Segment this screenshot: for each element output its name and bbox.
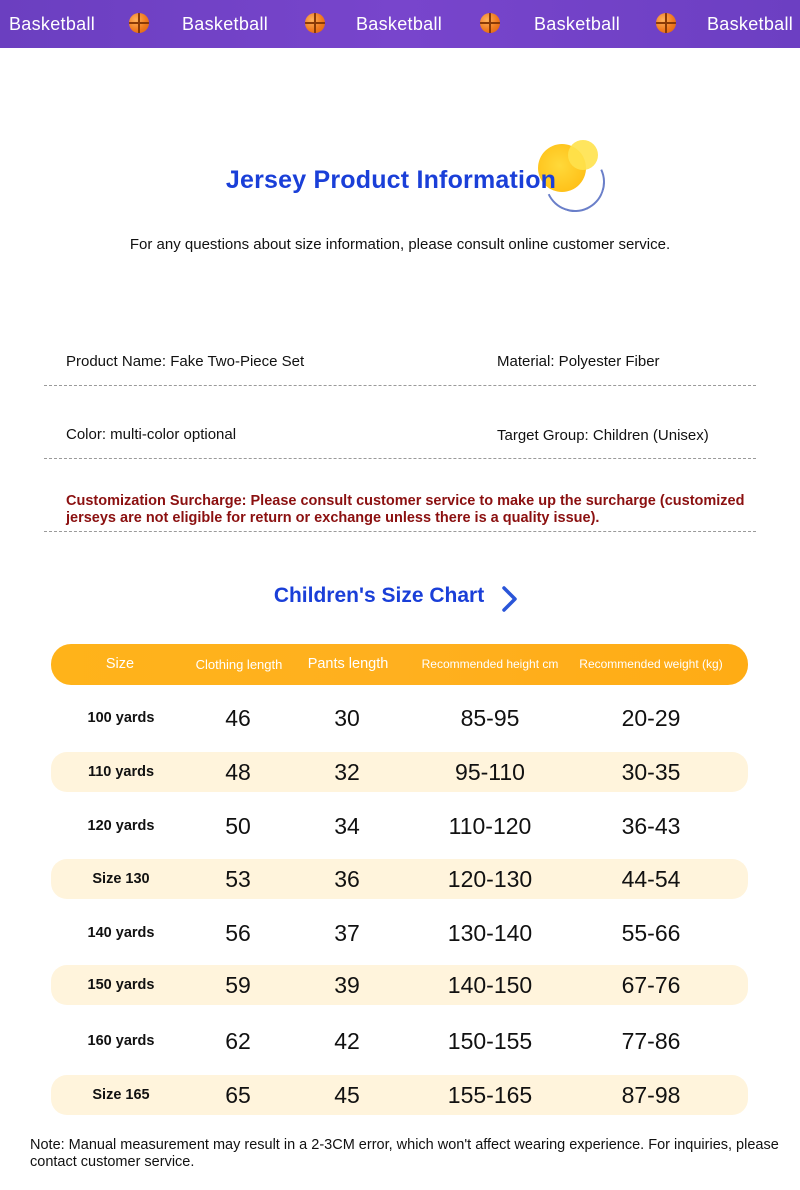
measurement-note: Note: Manual measurement may result in a 2-3CM error, which won't affect wearing experience. For inquiries, please contact customer service.: [30, 1137, 779, 1170]
pants-length-cell: 39: [334, 972, 360, 998]
table-row: [51, 1021, 748, 1061]
color-info: Color: multi-color optional: [66, 426, 237, 443]
column-header-size: Size: [105, 656, 135, 672]
size-cell: Size 165: [92, 1087, 150, 1103]
column-header-recommended-height: Recommended height cm: [421, 657, 559, 671]
table-row: [51, 752, 748, 792]
weight-cell: 87-98: [621, 1082, 681, 1108]
clothing-length-cell: 59: [225, 972, 251, 998]
size-table-header: [51, 644, 748, 685]
size-chart-heading: Children's Size Chart: [273, 584, 485, 607]
table-row: [51, 859, 748, 899]
banner-label: Basketball: [356, 13, 443, 34]
page-title: Jersey Product Information: [225, 166, 557, 194]
clothing-length-cell: 50: [225, 813, 251, 839]
size-cell: 110 yards: [87, 764, 155, 780]
divider: [44, 385, 756, 386]
product-name: Product Name: Fake Two-Piece Set: [66, 353, 305, 370]
size-cell: 160 yards: [87, 1033, 155, 1049]
table-row: [51, 965, 748, 1005]
height-cell: 150-155: [447, 1028, 533, 1054]
weight-cell: 36-43: [621, 813, 681, 839]
weight-cell: 67-76: [621, 972, 681, 998]
height-cell: 85-95: [460, 705, 520, 731]
size-cell: 120 yards: [87, 818, 155, 834]
basketball-icon: [129, 13, 149, 33]
basketball-icon: [305, 13, 325, 33]
table-row: [51, 913, 748, 953]
size-cell: Size 130: [92, 871, 150, 887]
height-cell: 110-120: [448, 813, 532, 839]
size-cell: 140 yards: [87, 925, 155, 941]
weight-cell: 55-66: [621, 920, 681, 946]
weight-cell: 77-86: [621, 1028, 681, 1054]
weight-cell: 20-29: [621, 705, 681, 731]
weight-cell: 30-35: [621, 759, 681, 785]
basketball-icon: [656, 13, 676, 33]
divider: [44, 458, 756, 459]
divider: [44, 531, 756, 532]
title-section: [0, 130, 800, 230]
banner-label: Basketball: [9, 13, 96, 34]
column-header-recommended-weight: Recommended weight (kg): [579, 657, 723, 671]
table-row: [51, 806, 748, 846]
surcharge-notice: Customization Surcharge: Please consult customer service to make up the surcharge (customized jerseys are not eligible for return or exchange unless there is a quality issue).: [66, 493, 745, 526]
top-banner: [0, 0, 800, 48]
clothing-length-cell: 62: [225, 1028, 251, 1054]
column-header-clothing-length: Clothing length: [195, 657, 283, 672]
height-cell: 140-150: [447, 972, 533, 998]
banner-label: Basketball: [182, 13, 269, 34]
height-cell: 130-140: [447, 920, 533, 946]
material: Material: Polyester Fiber: [497, 353, 660, 370]
height-cell: 95-110: [455, 759, 525, 785]
pants-length-cell: 32: [334, 759, 360, 785]
target-group: Target Group: Children (Unisex): [497, 427, 709, 444]
clothing-length-cell: 46: [225, 705, 251, 731]
table-row: [51, 1075, 748, 1115]
pants-length-cell: 42: [334, 1028, 360, 1054]
banner-label: Basketball: [534, 13, 621, 34]
height-cell: 120-130: [447, 866, 533, 892]
table-row: [51, 698, 748, 738]
clothing-length-cell: 48: [225, 759, 251, 785]
chevron-right-icon: [498, 585, 522, 613]
height-cell: 155-165: [447, 1082, 533, 1108]
clothing-length-cell: 56: [225, 920, 251, 946]
column-header-pants-length: Pants length: [307, 656, 389, 672]
pants-length-cell: 30: [334, 705, 360, 731]
pants-length-cell: 36: [334, 866, 360, 892]
pants-length-cell: 34: [334, 813, 360, 839]
pants-length-cell: 37: [334, 920, 360, 946]
clothing-length-cell: 65: [225, 1082, 251, 1108]
size-cell: 100 yards: [87, 710, 155, 726]
banner-label: Basketball: [707, 13, 794, 34]
pants-length-cell: 45: [334, 1082, 360, 1108]
weight-cell: 44-54: [621, 866, 681, 892]
page-subtitle: For any questions about size information, please consult online customer service.: [129, 236, 671, 253]
basketball-icon: [480, 13, 500, 33]
clothing-length-cell: 53: [225, 866, 251, 892]
size-cell: 150 yards: [87, 977, 155, 993]
